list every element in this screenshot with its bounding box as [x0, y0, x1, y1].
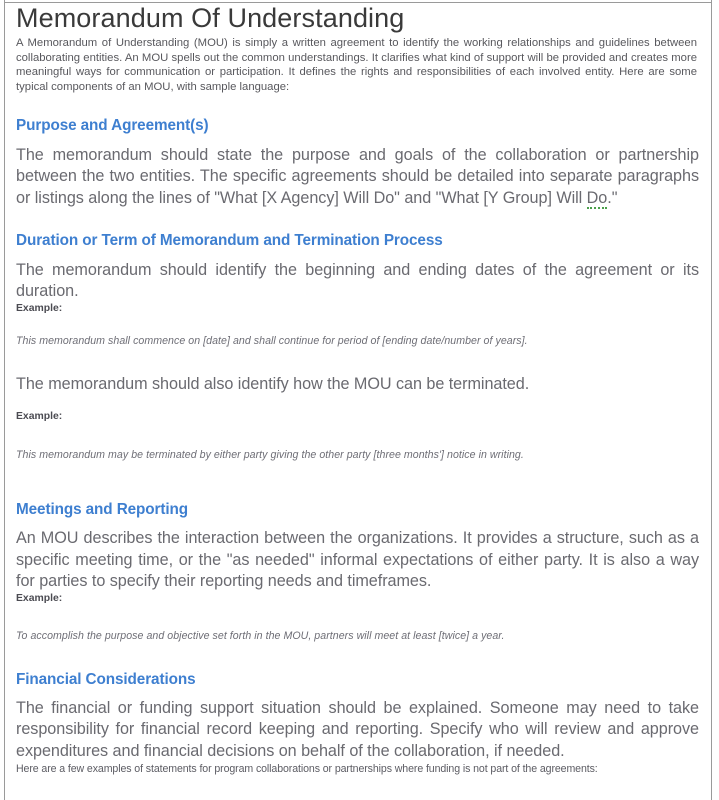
spacer — [16, 462, 699, 485]
section-body-purpose — [16, 145, 699, 210]
example-label-2: Example: — [16, 411, 63, 423]
example-text-duration-1: This memorandum shall commence on [date] and shall continue for period of [ending date/number of years]. — [16, 335, 528, 348]
intro-paragraph: A Memorandum of Understanding (MOU) is simply a written agreement to identify the working relationships and guidelines between collaborating entities. An MOU spells out the common understandings. It clarifies what kind of support will be provided and creates more meaningful ways for communication or participation. It defines the rights and responsibilities of each involved entity. Here are some typical components of an MOU, with sample language: — [16, 37, 697, 93]
spellcheck-word: Do — [586, 188, 608, 207]
section-body-duration-2: The memorandum should also identify how the MOU can be terminated. — [16, 374, 530, 393]
section-body-duration-1: The memorandum should identify the beginning and ending dates of the agreement or its duration. — [16, 260, 699, 301]
section-body-financial: The financial or funding support situation should be explained. Someone may need to take responsibility for financial record keeping and reporting. Specify who will review and approve expenditures and financial decisions on behalf of the collaboration, if needed. — [16, 698, 699, 760]
example-label-1: Example: — [16, 302, 63, 314]
spacer — [16, 424, 699, 440]
section-body-meetings: An MOU describes the interaction between the organizations. It provides a structure, such as a specific meeting time, or the "as needed" informal expectations of either party. It is also a way for parties to specify their reporting needs and timeframes. — [16, 529, 699, 591]
spacer — [16, 689, 699, 698]
page-border-right — [711, 0, 712, 800]
spacer — [16, 519, 699, 528]
spacer — [16, 315, 699, 331]
spacer — [16, 395, 699, 411]
purpose-body-text: The memorandum should state the purpose and goals of the collaboration or partnership between the two entities. The specific agreements should be detailed into separate paragraphs or listings along the lines of "What [X Agency] Will Do" and "What [Y Group] Will — [16, 145, 699, 207]
spacer — [16, 209, 699, 232]
financial-note: Here are a few examples of statements for program collaborations or partnerships where funding is not part of the agreements: — [16, 762, 598, 775]
document-body — [5, 2, 711, 800]
spacer — [16, 251, 699, 260]
section-heading-meetings: Meetings and Reporting — [16, 500, 189, 518]
spacer — [16, 644, 699, 667]
section-heading-financial: Financial Considerations — [16, 670, 196, 688]
spacer — [16, 621, 699, 630]
section-heading-purpose: Purpose and Agreement(s) — [16, 117, 209, 135]
spacer — [16, 605, 699, 621]
example-label-3: Example: — [16, 592, 63, 604]
document-title: Memorandum Of Understanding — [16, 3, 405, 33]
spacer — [16, 440, 699, 449]
purpose-body-tail: ." — [607, 188, 618, 207]
spacer — [16, 485, 699, 501]
spacer — [16, 94, 699, 117]
example-text-meetings: To accomplish the purpose and objective set forth in the MOU, partners will meet at least [twice] a year. — [16, 630, 505, 643]
spacer — [16, 136, 699, 145]
spacer — [16, 349, 699, 365]
example-text-duration-2: This memorandum may be terminated by either party giving the other party [three months'] notice in writing. — [16, 448, 524, 461]
section-heading-duration: Duration or Term of Memorandum and Termination Process — [16, 232, 443, 250]
spacer — [16, 365, 699, 374]
